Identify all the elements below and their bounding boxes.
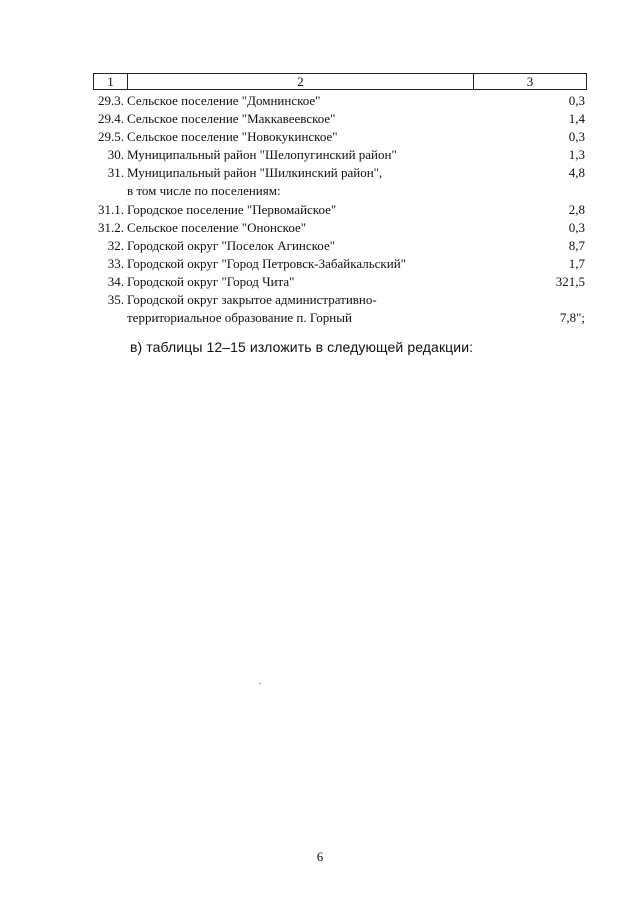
table-row <box>85 92 600 110</box>
table-body <box>85 92 600 327</box>
row-value: 0,3 <box>568 93 585 108</box>
row-name: Сельское поселение "Новокукинское" <box>127 129 338 145</box>
row-number: 35. <box>107 292 124 308</box>
row-value: 1,4 <box>568 111 585 127</box>
row-value: 7,8"; <box>559 310 585 326</box>
row-value: 2,8 <box>568 201 585 217</box>
table-header-row <box>93 73 587 90</box>
row-number: 34. <box>107 273 124 289</box>
header-col-1: 1 <box>94 74 128 89</box>
row-number: 29.4. <box>98 111 124 127</box>
row-name: территориальное образование п. Горный <box>127 310 352 326</box>
row-name: Городской округ "Город Петровск-Забайкальский" <box>127 255 406 271</box>
row-number: 29.3. <box>98 93 124 108</box>
table-row <box>85 146 600 164</box>
header-col-2: 2 <box>128 74 474 89</box>
table-row <box>85 309 600 327</box>
row-number: 31. <box>107 165 124 181</box>
table-row <box>85 128 600 146</box>
table-row <box>85 164 600 182</box>
table-row <box>85 291 600 309</box>
row-name: Городской округ "Поселок Агинское" <box>127 237 336 253</box>
header-col-3: 3 <box>526 74 534 89</box>
row-name: Городской округ "Город Чита" <box>127 273 295 289</box>
instruction-paragraph: в) таблицы 12–15 изложить в следующей редакции: <box>130 339 474 355</box>
table-row <box>85 273 600 291</box>
row-number: 29.5. <box>98 129 124 145</box>
row-value: 0,3 <box>568 219 585 235</box>
table-row <box>85 255 600 273</box>
row-name: Сельское поселение "Домнинское" <box>127 93 321 108</box>
table-row <box>85 237 600 255</box>
row-number: 32. <box>107 237 124 253</box>
row-value: 1,7 <box>568 255 585 271</box>
row-value: 4,8 <box>568 165 585 181</box>
table-row <box>85 182 600 200</box>
row-name: Городской округ закрытое административно- <box>127 292 377 308</box>
row-name: Сельское поселение "Маккавеевское" <box>127 111 336 127</box>
row-number: 33. <box>107 255 124 271</box>
table-row <box>85 110 600 128</box>
row-number: 31.2. <box>98 219 124 235</box>
row-name: Муниципальный район "Шилкинский район", <box>127 165 383 181</box>
row-name: Городское поселение "Первомайское" <box>127 201 337 217</box>
row-number: 30. <box>107 147 124 163</box>
row-name: Муниципальный район "Шелопугинский район" <box>127 147 397 163</box>
row-name: Сельское поселение "Ононское" <box>127 219 307 235</box>
table-row <box>85 219 600 237</box>
scan-speck <box>259 683 261 684</box>
row-value: 321,5 <box>555 273 585 289</box>
row-name: в том числе по поселениям: <box>127 183 281 199</box>
row-value: 8,7 <box>568 237 585 253</box>
row-number: 31.1. <box>98 201 124 217</box>
page-number: 6 <box>316 849 324 864</box>
table-row <box>85 201 600 219</box>
row-value: 0,3 <box>568 129 585 145</box>
row-value: 1,3 <box>568 147 585 163</box>
